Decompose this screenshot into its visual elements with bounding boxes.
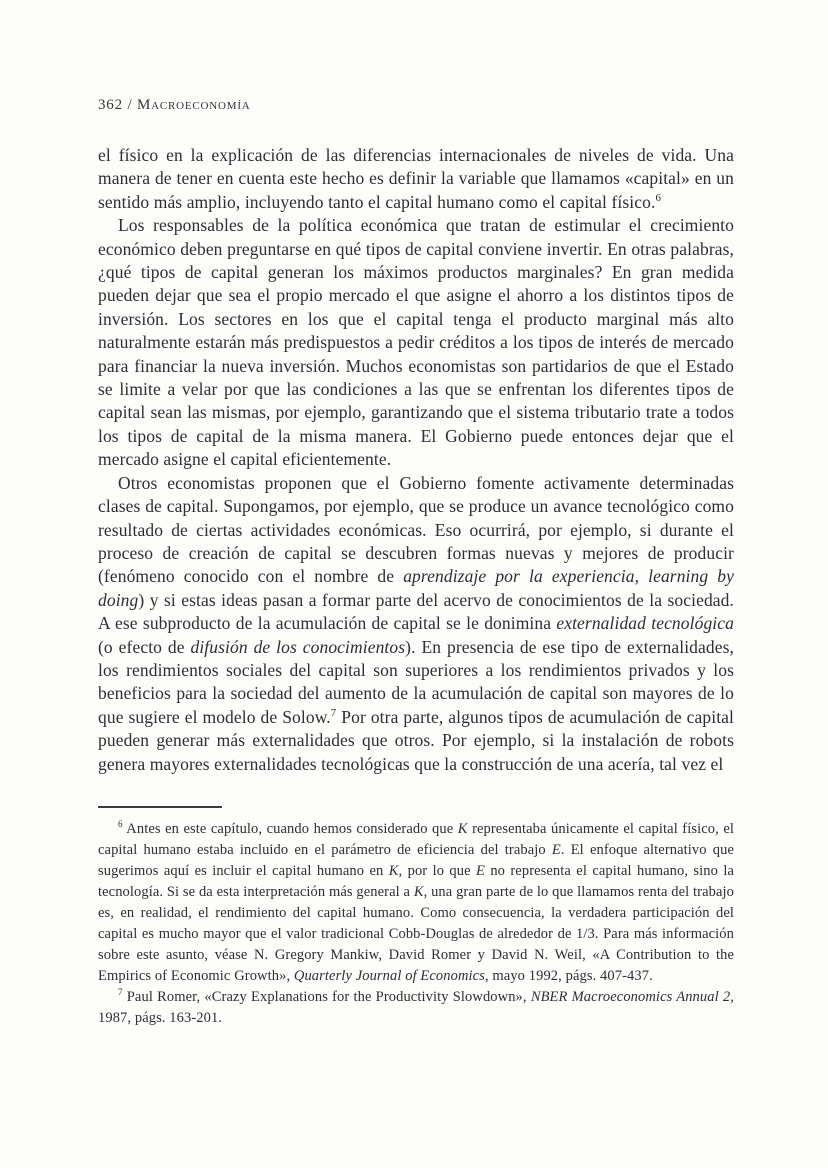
italic-segment: difusión de los conocimientos bbox=[190, 636, 406, 657]
italic-segment: K bbox=[413, 883, 424, 900]
text-segment: . El enfoque alternativo que sugerimos aquí es incluir el capital humano en bbox=[98, 841, 734, 879]
text-segment: , 1987, págs. 163-201. bbox=[98, 988, 734, 1026]
footnote-ref: 7 bbox=[118, 987, 123, 998]
text-segment: (o efecto de bbox=[98, 636, 191, 657]
text-segment: , una gran parte de lo que llamamos renta del trabajo es, en realidad, el rendimiento del capital humano. Como consecuencia, la verdadera participación del capital es mucho mayor que el valor tradicional Cobb-Douglas de alrededor de 1/3. Para más información sobre este asunto, véase N. Gregory Mankiw, David Romer y David N. Weil, «A Contribution to the Empirics of Economic Growth», bbox=[98, 883, 734, 984]
italic-segment: aprendizaje por la experiencia, learning by doing bbox=[98, 566, 734, 610]
paragraph-3 bbox=[98, 472, 734, 776]
italic-segment: NBER Macroeconomics Annual 2 bbox=[530, 988, 731, 1005]
footnote-ref: 7 bbox=[330, 706, 337, 719]
text-segment: representaba únicamente el capital físico, el capital humano estaba incluido en el parámetro de eficiencia del trabajo bbox=[98, 820, 734, 858]
italic-segment: K bbox=[388, 862, 399, 879]
body-text bbox=[98, 144, 734, 776]
page-content bbox=[98, 98, 734, 1029]
paragraph-2 bbox=[98, 214, 734, 471]
italic-segment: externalidad tecnológica bbox=[556, 613, 734, 634]
text-segment: ) y si estas ideas pasan a formar parte del acervo de conocimientos de la sociedad. A ese subproducto de la acumulación de capital se le donimina bbox=[98, 589, 734, 634]
footnote-7 bbox=[98, 987, 734, 1029]
footnote-ref: 6 bbox=[655, 191, 661, 204]
text-segment: Antes en este capítulo, cuando hemos considerado que bbox=[122, 820, 458, 837]
text-segment: Paul Romer, «Crazy Explanations for the Productivity Slowdown», bbox=[122, 988, 531, 1005]
italic-segment: Quarterly Journal of Economics bbox=[293, 967, 485, 984]
text-segment: Los responsables de la política económica que tratan de estimular el crecimiento económico deben preguntarse en qué tipos de capital conviene invertir. En otras palabras, ¿qué tipos de capital generan los máximos productos marginales? En gran medida pueden dejar que sea el propio mercado el que asigne el ahorro a los distintos tipos de inversión. Los sectores en los que el capital tenga el producto marginal más alto naturalmente estarán más predispuestos a pedir créditos a los tipos de interés de mercado para financiar la nueva inversión. Muchos economistas son partidarios de que el Estado se limite a velar por que las condiciones a las que se enfrentan los diferentes tipos de capital sean las mismas, por ejemplo, garantizando que el sistema tributario trate a todos los tipos de capital de la misma manera. El Gobierno puede entonces dejar que el mercado asigne el capital eficientemente. bbox=[98, 215, 734, 470]
footnotes bbox=[98, 819, 734, 1029]
footnote-ref: 6 bbox=[118, 819, 123, 830]
text-segment: , mayo 1992, págs. 407-437. bbox=[484, 967, 653, 984]
footnote-rule bbox=[98, 806, 222, 808]
paragraph-1 bbox=[98, 144, 734, 214]
footnote-6 bbox=[98, 819, 734, 987]
italic-segment: K bbox=[457, 820, 468, 837]
text-segment: , por lo que bbox=[398, 862, 476, 879]
text-segment: Por otra parte, algunos tipos de acumulación de capital pueden generar más externalidades que otros. Por ejemplo, si la instalación de robots genera mayores externalidades tecnológicas que la construcción de una acería, tal vez el bbox=[98, 706, 734, 774]
running-head: 362 / Macroeconomía bbox=[98, 97, 251, 113]
text-segment: Otros economistas proponen que el Gobierno fomente activamente determinadas clases de capital. Supongamos, por ejemplo, que se produce un avance tecnológico como resultado de ciertas actividades económicas. Eso ocurrirá, por ejemplo, si durante el proceso de creación de capital se descubren formas nuevas y mejores de producir (fenómeno conocido con el nombre de bbox=[98, 472, 734, 587]
text-segment: no representa el capital humano, sino la tecnología. Si se da esta interpretación más general a bbox=[98, 862, 734, 900]
text-segment: el físico en la explicación de las diferencias internacionales de niveles de vida. Una manera de tener en cuenta este hecho es definir la variable que llamamos «capital» en un sentido más amplio, incluyendo tanto el capital humano como el capital físico. bbox=[98, 145, 734, 212]
italic-segment: E bbox=[551, 841, 561, 858]
italic-segment: E bbox=[476, 862, 485, 879]
text-segment: ). En presencia de ese tipo de externalidades, los rendimientos sociales del capital son superiores a los rendimientos privados y los beneficios para la sociedad del aumento de la acumulación de capital son mayores de lo que sugiere el modelo de Solow. bbox=[98, 636, 734, 727]
